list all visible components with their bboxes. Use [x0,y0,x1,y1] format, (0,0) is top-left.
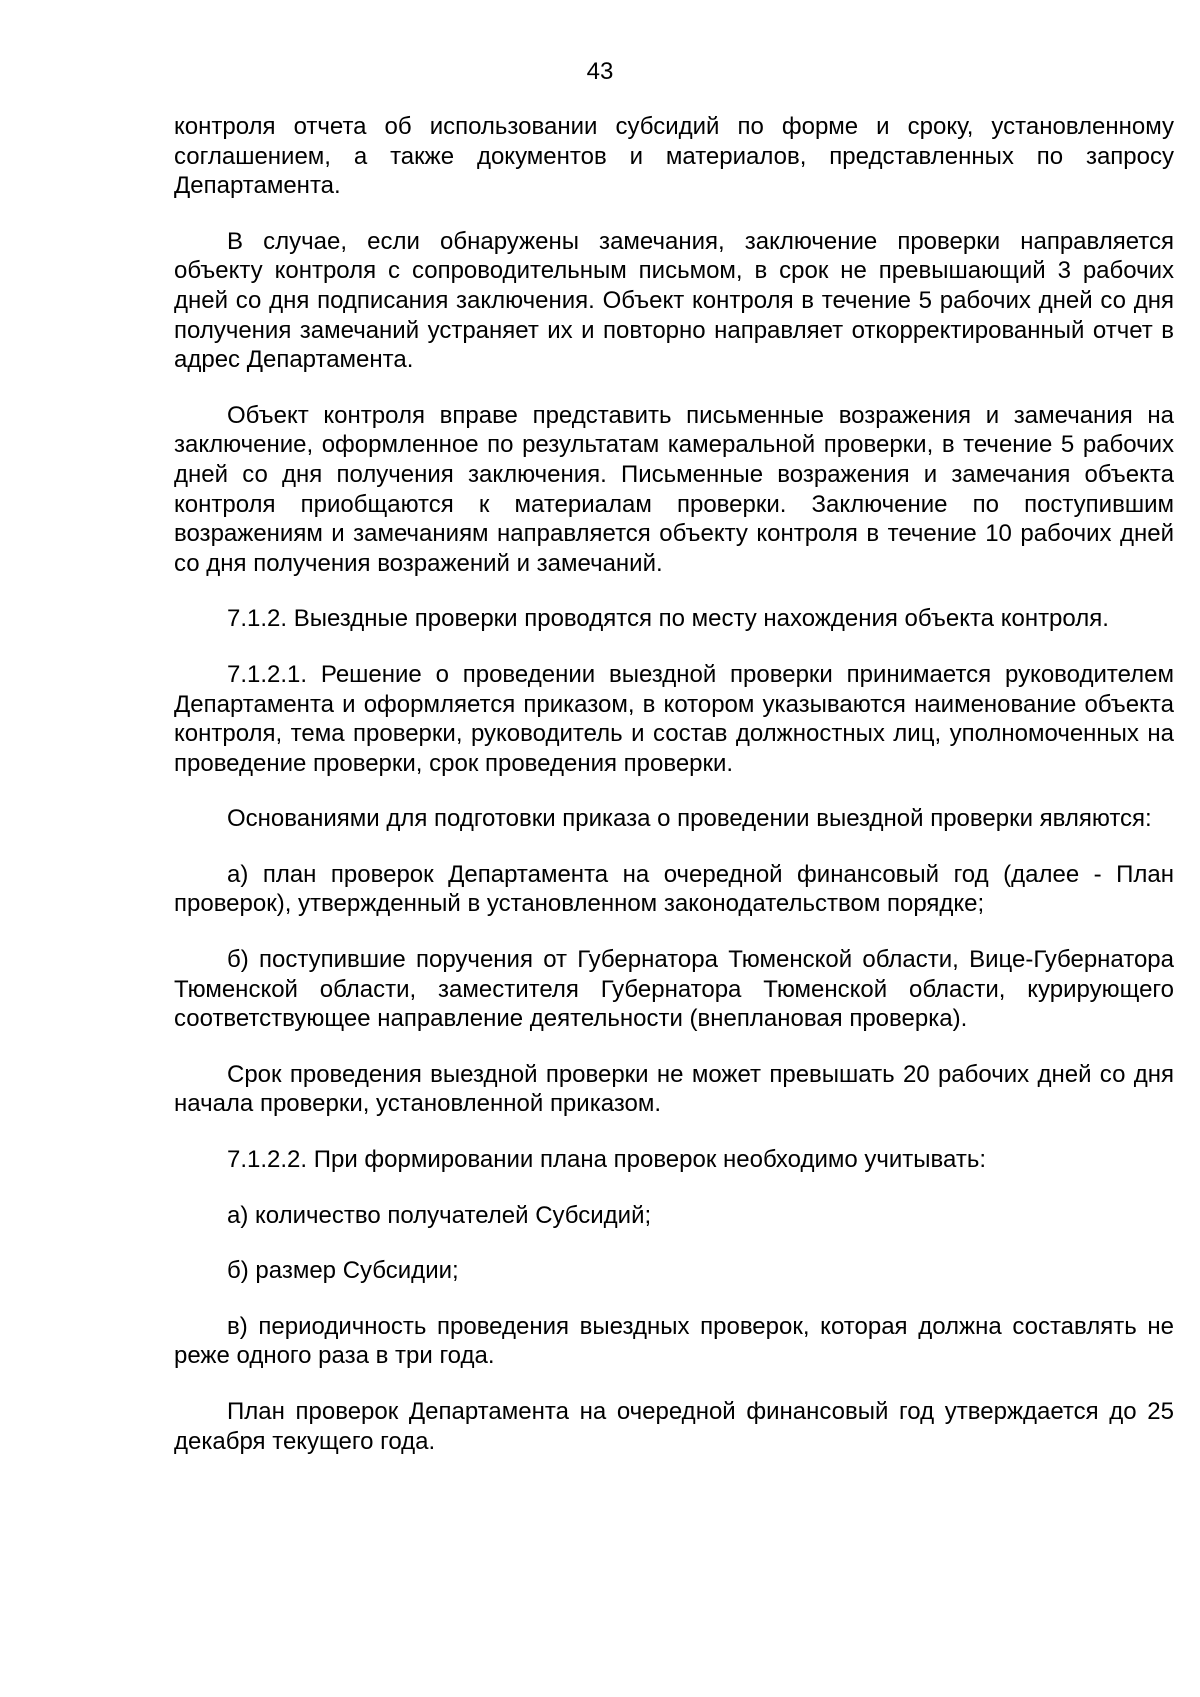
paragraph: План проверок Департамента на очередной финансовый год утверждается до 25 декабря текущего года. [174,1398,1174,1455]
paragraph: а) количество получателей Субсидий; [227,1201,652,1229]
paragraph: Основаниями для подготовки приказа о проведении выездной проверки являются: [227,805,1152,833]
paragraph: б) размер Субсидии; [227,1257,459,1285]
paragraph: 7.1.2. Выездные проверки проводятся по месту нахождения объекта контроля. [227,605,1109,633]
page-number: 43 [586,58,614,85]
paragraph: в) периодичность проведения выездных проверок, которая должна составлять не реже одного раза в три года. [174,1312,1174,1370]
paragraph: Объект контроля вправе представить письменные возражения и замечания на заключение, оформленное по результатам камеральной проверки, в течение 5 рабочих дней со дня получения заключения. Письменные возражения и замечания объекта контроля приобщаются к материалам проверки. Заключение по поступившим возражениям и замечаниям направляется объекту контроля в течение 10 рабочих дней со дня получения возражений и замечаний. [174,401,1174,577]
paragraph: 7.1.2.1. Решение о проведении выездной проверки принимается руководителем Департамента и оформляется приказом, в котором указываются наименование объекта контроля, тема проверки, руководитель и состав должностных лиц, уполномоченных на проведение проверки, срок проведения проверки. [174,660,1174,777]
document-body [174,112,1174,1482]
paragraph: В случае, если обнаружены замечания, заключение проверки направляется объекту контроля с сопроводительным письмом, в срок не превышающий 3 рабочих дней со дня подписания заключения. Объект контроля в течение 5 рабочих дней со дня получения замечаний устраняет их и повторно направляет откорректированный отчет в адрес Департамента. [174,227,1174,374]
paragraph: б) поступившие поручения от Губернатора Тюменской области, Вице-Губернатора Тюменской области, заместителя Губернатора Тюменской области, курирующего соответствующее направление деятельности (внеплановая проверка). [174,946,1174,1033]
paragraph: Срок проведения выездной проверки не может превышать 20 рабочих дней со дня начала проверки, установленной приказом. [174,1060,1174,1118]
paragraph: 7.1.2.2. При формировании плана проверок необходимо учитывать: [227,1146,986,1174]
paragraph: контроля отчета об использовании субсидий по форме и сроку, установленному соглашением, а также документов и материалов, представленных по запросу Департамента. [174,113,1174,200]
paragraph: а) план проверок Департамента на очередной финансовый год (далее - План проверок), утвержденный в установленном законодательством порядке; [174,860,1174,918]
